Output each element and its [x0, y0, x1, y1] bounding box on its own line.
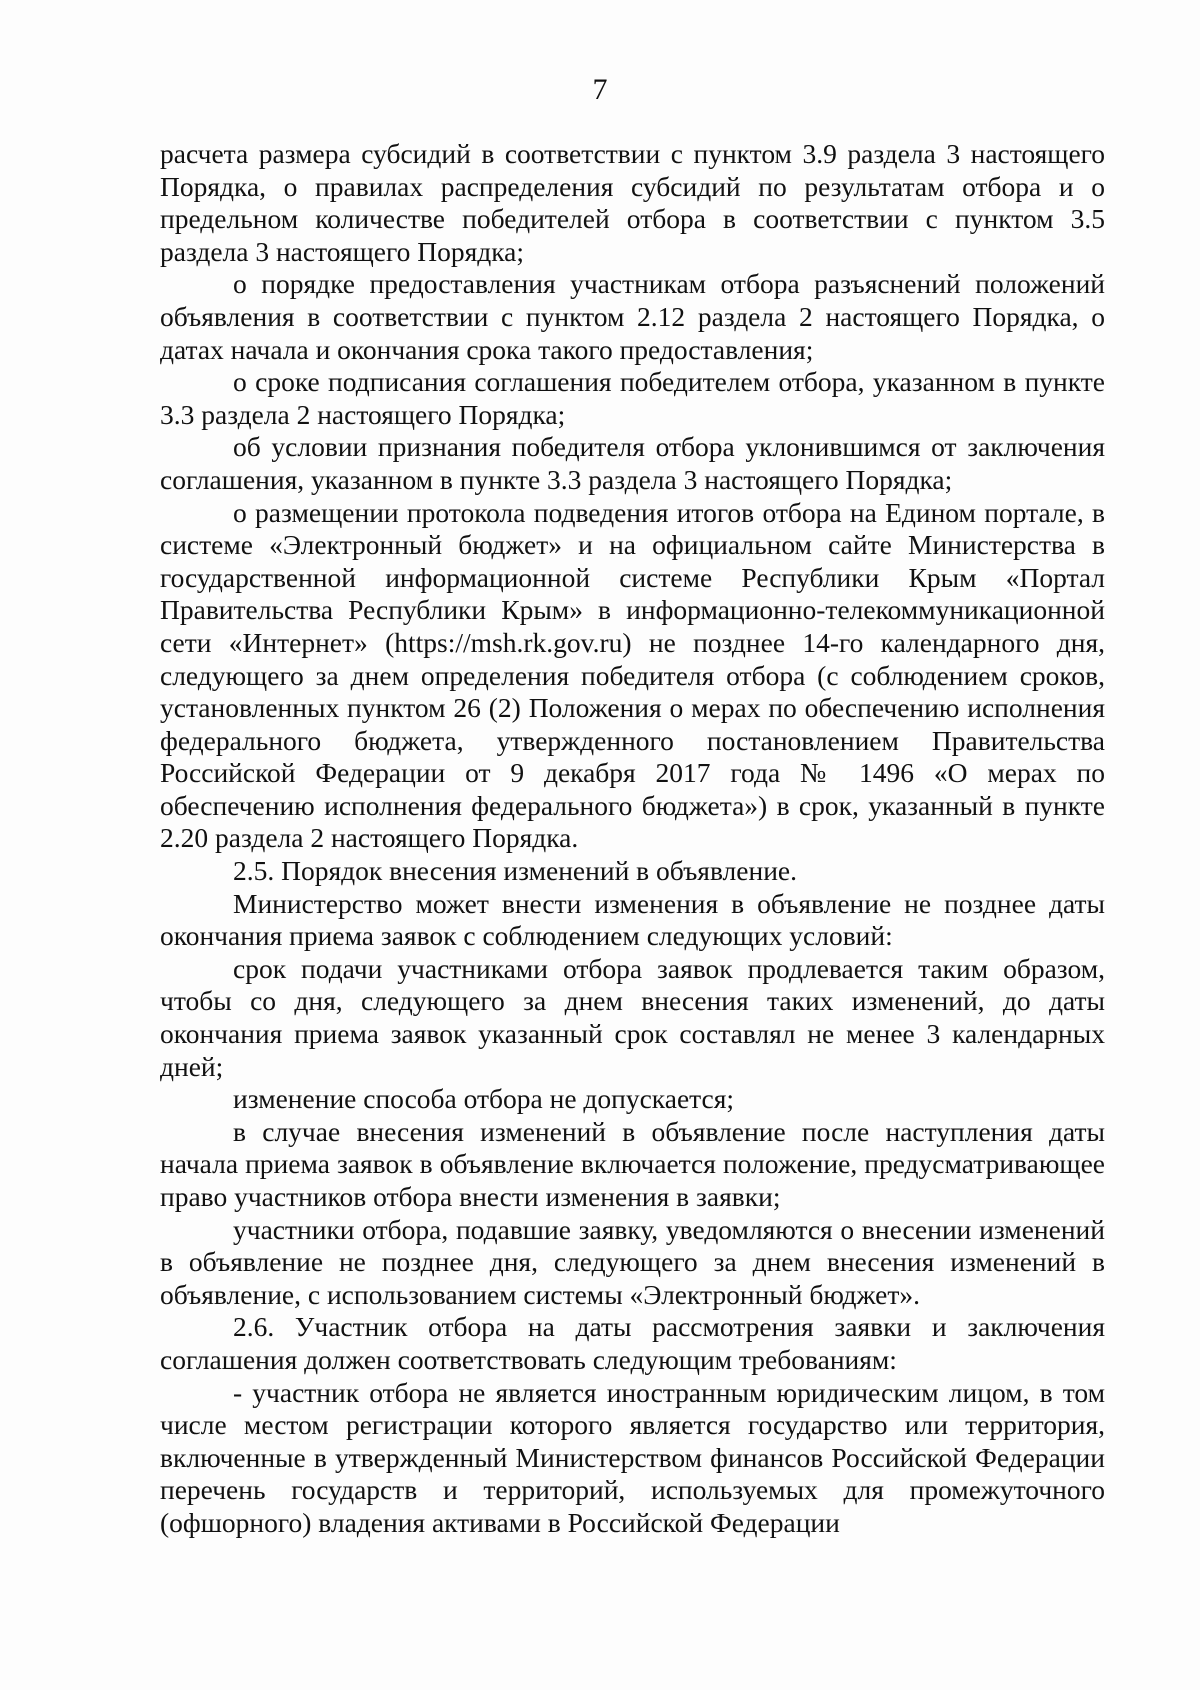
paragraph: 2.6. Участник отбора на даты рассмотрения заявки и заключения соглашения должен соответствовать следующим требованиям:	[160, 1311, 1105, 1375]
paragraph: расчета размера субсидий в соответствии с пунктом 3.9 раздела 3 настоящего Порядка, о правилах распределения субсидий по результатам отбора и о предельном количестве победителей отбора в соответствии с пунктом 3.5 раздела 3 настоящего Порядка;	[160, 138, 1105, 267]
document-body	[160, 138, 1105, 1540]
paragraph: о порядке предоставления участникам отбора разъяснений положений объявления в соответствии с пунктом 2.12 раздела 2 настоящего Порядка, о датах начала и окончания срока такого предоставления;	[160, 268, 1105, 365]
paragraph: - участник отбора не является иностранным юридическим лицом, в том числе местом регистрации которого является государство или территория, включенные в утвержденный Министерством финансов Российской Федерации перечень государств и территорий, используемых для промежуточного (офшорного) владения активами в Российской Федерации	[160, 1376, 1105, 1538]
page-number: 7	[592, 73, 608, 106]
paragraph: участники отбора, подавшие заявку, уведомляются о внесении изменений в объявление не позднее дня, следующего за днем внесения изменений в объявление, с использованием системы «Электронный бюджет».	[160, 1213, 1105, 1310]
paragraph: в случае внесения изменений в объявление после наступления даты начала приема заявок в объявление включается положение, предусматривающее право участников отбора внести изменения в заявки;	[160, 1115, 1105, 1212]
paragraph: о размещении протокола подведения итогов отбора на Едином портале, в системе «Электронный бюджет» и на официальном сайте Министерства в государственной информационной системе Республики Крым «Портал Правительства Республики Крым» в информационно-телекоммуникационной сети «Интернет» (https://msh.rk.gov.ru) не позднее 14-го календарного дня, следующего за днем определения победителя отбора (с соблюдением сроков, установленных пунктом 26 (2) Положения о мерах по обеспечению исполнения федерального бюджета, утвержденного постановлением Правительства Российской Федерации от 9 декабря 2017 года № 1496 «О мерах по обеспечению исполнения федерального бюджета») в срок, указанный в пункте 2.20 раздела 2 настоящего Порядка.	[160, 496, 1105, 854]
paragraph: об условии признания победителя отбора уклонившимся от заключения соглашения, указанном в пункте 3.3 раздела 3 настоящего Порядка;	[160, 431, 1105, 495]
paragraph: изменение способа отбора не допускается;	[233, 1083, 735, 1115]
paragraph: срок подачи участниками отбора заявок продлевается таким образом, чтобы со дня, следующего за днем внесения таких изменений, до даты окончания приема заявок указанный срок составлял не менее 3 календарных дней;	[160, 952, 1105, 1082]
paragraph: о сроке подписания соглашения победителем отбора, указанном в пункте 3.3 раздела 2 настоящего Порядка;	[160, 366, 1105, 430]
section-heading: 2.5. Порядок внесения изменений в объявление.	[233, 855, 798, 887]
paragraph: Министерство может внести изменения в объявление не позднее даты окончания приема заявок с соблюдением следующих условий:	[160, 887, 1105, 952]
